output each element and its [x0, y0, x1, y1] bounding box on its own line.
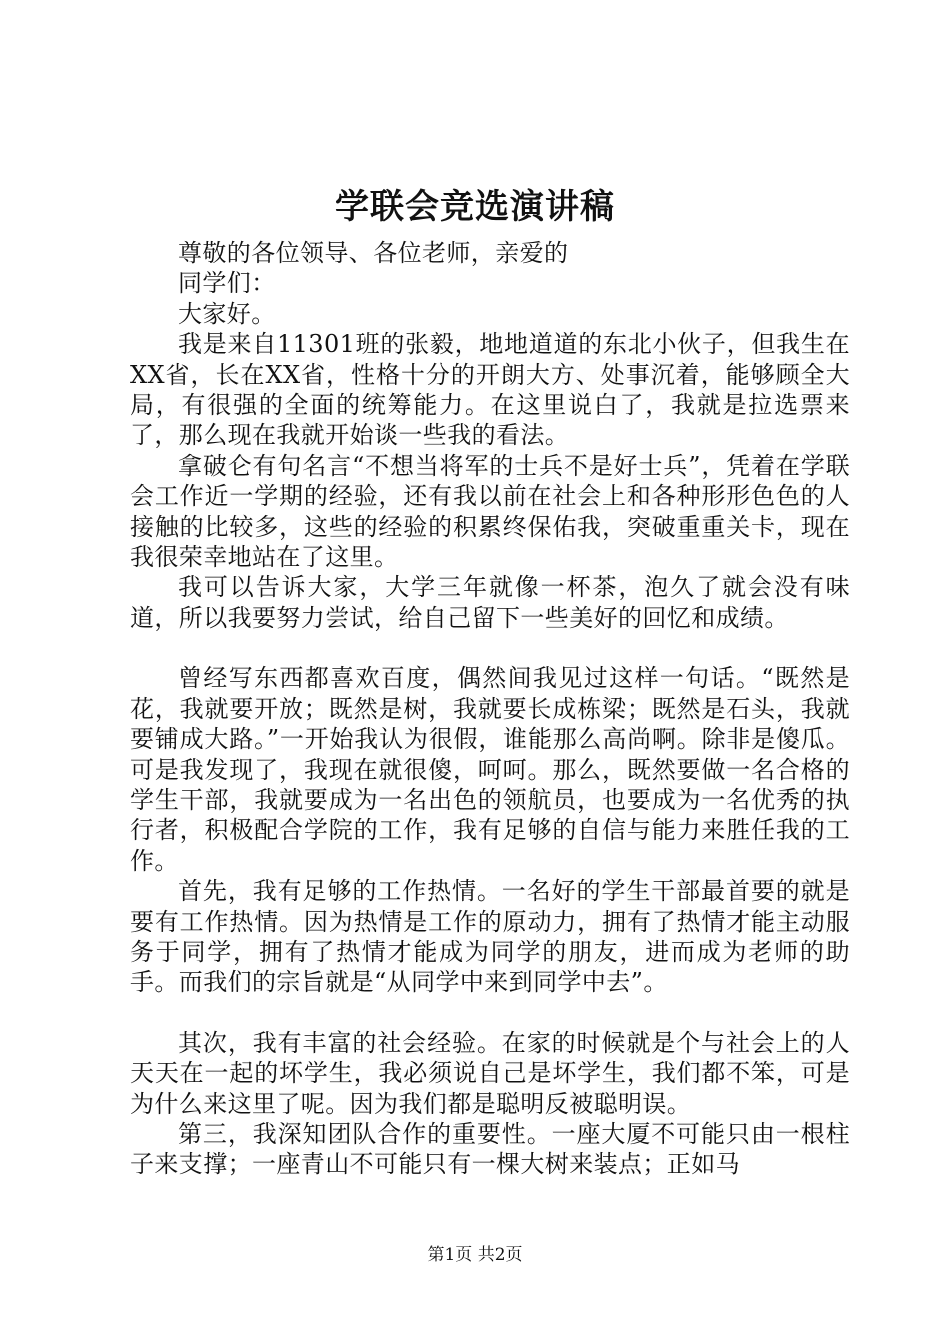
paragraph-first: 首先，我有足够的工作热情。一名好的学生干部最首要的就是要有工作热情。因为热情是工作的原动力，拥有了热情才能主动服务于同学，拥有了热情才能成为同学的朋友，进而成为老师的助手。而我们的宗旨就是“从同学中来到同学中去”。: [130, 877, 850, 997]
paragraph-second: 其次，我有丰富的社会经验。在家的时候就是个与社会上的人天天在一起的坏学生，我必须说自己是坏学生，我们都不笨，可是为什么来这里了呢。因为我们都是聪明反被聪明误。: [130, 1028, 850, 1118]
paragraph-hello: 大家好。: [178, 299, 276, 328]
document-title: 学联会竞选演讲稿: [335, 187, 615, 227]
paragraph-intro: 我是来自11301班的张毅，地地道道的东北小伙子，但我生在XX省，长在XX省，性格十分的开朗大方、处事沉着，能够顾全大局，有很强的全面的统筹能力。在这里说白了，我就是拉选票来了，那么现在我就开始谈一些我的看法。: [130, 330, 850, 450]
page-footer: 第1页 共2页: [427, 1245, 523, 1265]
paragraph-baidu: 曾经写东西都喜欢百度，偶然间我见过这样一句话。“既然是花，我就要开放；既然是树，我就要长成栋梁；既然是石头，我就要铺成大路。”一开始我认为很假，谁能那么高尚啊。除非是傻瓜。可是我发现了，我现在就很傻，呵呵。那么，既然要做一名合格的学生干部，我就要成为一名出色的领航员，也要成为一名优秀的执行者，积极配合学院的工作，我有足够的自信与能力来胜任我的工作。: [130, 664, 850, 875]
paragraph-napoleon: 拿破仑有句名言“不想当将军的士兵不是好士兵”，凭着在学联会工作近一学期的经验，还有我以前在社会上和各种形形色色的人接触的比较多，这些的经验的积累终保佑我，突破重重关卡，现在我很荣幸地站在了这里。: [130, 451, 850, 572]
paragraph-greeting-cont: 同学们：: [178, 269, 276, 298]
paragraph-greeting: 尊敬的各位领导、各位老师，亲爱的: [178, 239, 569, 267]
paragraph-third: 第三，我深知团队合作的重要性。一座大厦不可能只由一根柱子来支撑；一座青山不可能只有一棵大树来装点；正如马: [130, 1119, 850, 1179]
document-body: [130, 238, 850, 1180]
paragraph-tea: 我可以告诉大家，大学三年就像一杯茶，泡久了就会没有味道，所以我要努力尝试，给自己留下一些美好的回忆和成绩。: [130, 573, 850, 632]
